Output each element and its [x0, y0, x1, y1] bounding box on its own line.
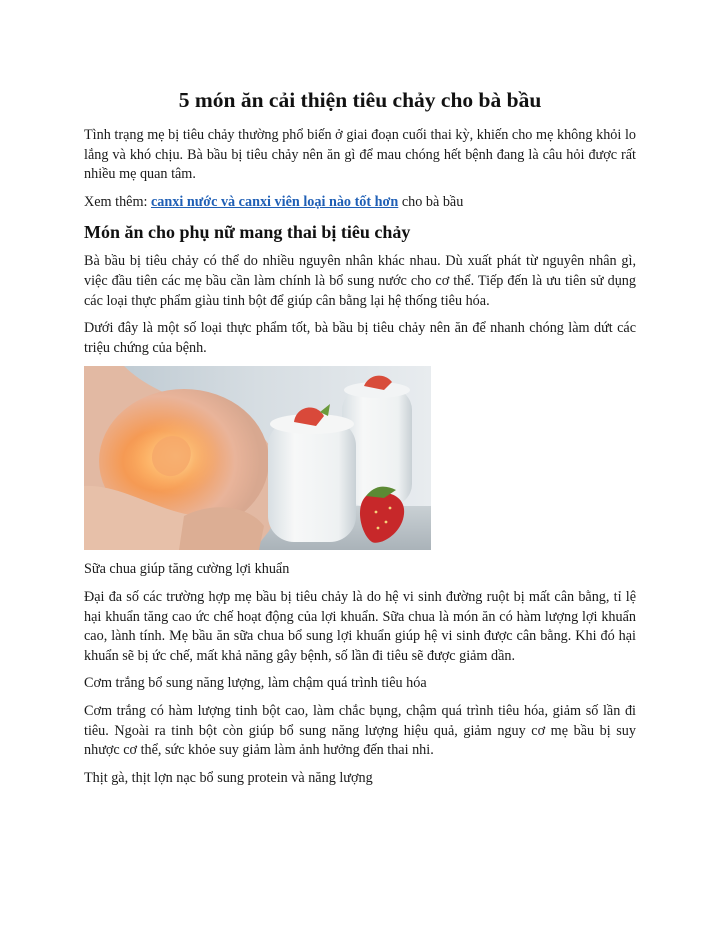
item-3-title: Thịt gà, thịt lợn nạc bổ sung protein và năng lượng: [84, 769, 373, 786]
see-also-line: [84, 193, 636, 213]
see-also-prefix: Xem thêm:: [84, 193, 151, 210]
pregnant-woman-yogurt-image: [84, 366, 431, 550]
item-2-body: Cơm trắng có hàm lượng tinh bột cao, làm chắc bụng, chậm quá trình tiêu hóa, giảm số lần đi tiêu. Ngoài ra tinh bột còn giúp bổ sung năng lượng hiệu quả, giảm nguy cơ mẹ bầu bị suy nhược cơ thể, sức khỏe suy giảm làm ảnh hưởng đến thai nhi.: [84, 702, 636, 759]
article: [84, 86, 636, 796]
item-1-body: Đại đa số các trường hợp mẹ bầu bị tiêu chảy là do hệ vi sinh đường ruột bị mất cân bằng, tỉ lệ hại khuẩn tăng cao ức chế hoạt động của lợi khuẩn. Sữa chua là món ăn có hàm lượng lợi khuẩn cao, lành tính. Mẹ bầu ăn sữa chua bổ sung lợi khuẩn giúp hệ vi sinh được cân bằng. Khi đó hại khuẩn sẽ bị ức chế, mất khả năng gây bệnh, số lần đi tiêu sẽ được giảm dần.: [84, 588, 636, 664]
see-also-link[interactable]: canxi nước và canxi viên loại nào tốt hơn: [150, 193, 399, 210]
article-title: 5 món ăn cải thiện tiêu chảy cho bà bầu: [178, 88, 542, 112]
see-also-suffix: cho bà bầu: [398, 193, 464, 210]
section-paragraph-1: Bà bầu bị tiêu chảy có thể do nhiều nguyên nhân khác nhau. Dù xuất phát từ nguyên nhân gì, việc đầu tiên các mẹ bầu cần làm chính là bổ sung nước cho cơ thể. Tiếp đến là ưu tiên sử dụng các loại thực phẩm giàu tinh bột để giúp cân bằng lại hệ thống tiêu hóa.: [84, 253, 636, 309]
intro-paragraph: Tình trạng mẹ bị tiêu chảy thường phổ biến ở giai đoạn cuối thai kỳ, khiến cho mẹ không khỏi lo lắng và khó chịu. Bà bầu bị tiêu chảy nên ăn gì để mau chóng hết bệnh đang là câu hỏi được rất nhiều mẹ quan tâm.: [84, 127, 636, 183]
item-2-title: Cơm trắng bổ sung năng lượng, làm chậm quá trình tiêu hóa: [84, 675, 427, 692]
item-1-title: Sữa chua giúp tăng cường lợi khuẩn: [84, 561, 290, 578]
section-heading: Món ăn cho phụ nữ mang thai bị tiêu chảy: [84, 222, 411, 243]
section-paragraph-2: Dưới đây là một số loại thực phẩm tốt, bà bầu bị tiêu chảy nên ăn để nhanh chóng làm dứt các triệu chứng của bệnh.: [84, 320, 636, 356]
